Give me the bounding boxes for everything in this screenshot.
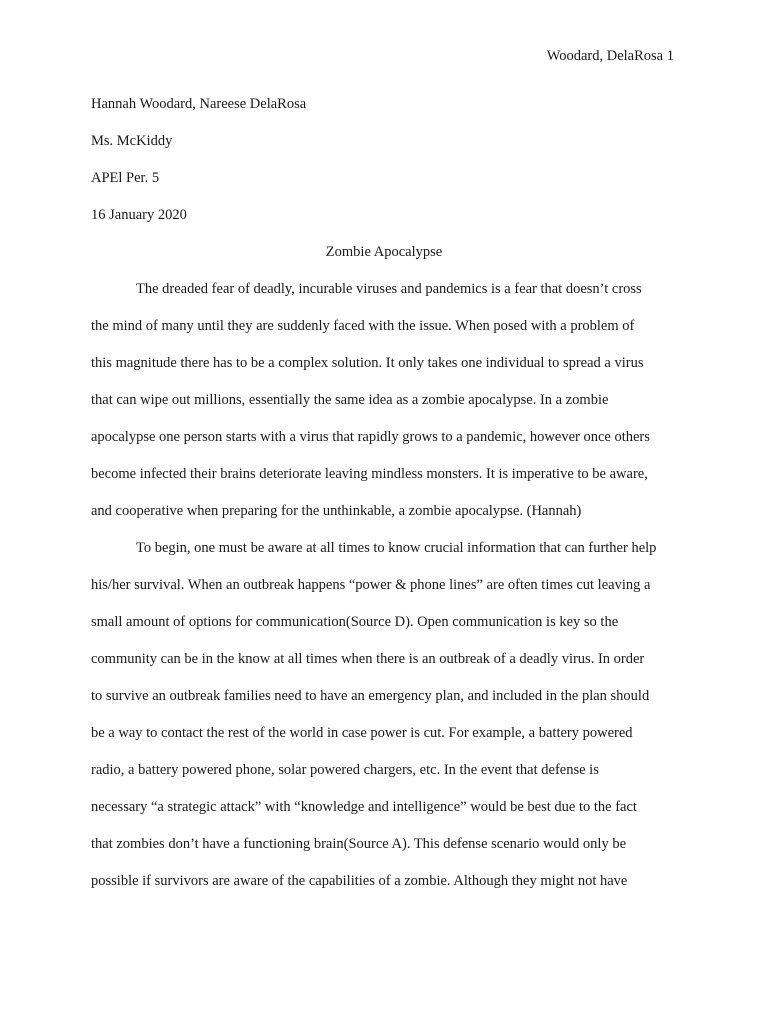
running-head: Woodard, DelaRosa 1 [546,48,674,64]
instructor-name: Ms. McKiddy [91,133,173,149]
paragraph-line: be a way to contact the rest of the world in case power is cut. For example, a battery powered [91,725,633,741]
paragraph-line: community can be in the know at all times when there is an outbreak of a deadly virus. In order [91,651,645,667]
paragraph-line: possible if survivors are aware of the capabilities of a zombie. Although they might not have [91,873,628,889]
course-name: APEl Per. 5 [91,170,160,186]
paper-title: Zombie Apocalypse [325,244,443,260]
paragraph-line: and cooperative when preparing for the unthinkable, a zombie apocalypse. (Hannah) [91,503,582,519]
paragraph-line: the mind of many until they are suddenly faced with the issue. When posed with a problem of [91,318,635,334]
paragraph-line: his/her survival. When an outbreak happens “power & phone lines” are often times cut leaving a [91,577,651,593]
paragraph-line: that zombies don’t have a functioning brain(Source A). This defense scenario would only be [91,836,627,852]
paragraph-line: apocalypse one person starts with a virus that rapidly grows to a pandemic, however once others [91,429,650,445]
paper-date: 16 January 2020 [91,207,187,223]
paragraph-line: small amount of options for communication(Source D). Open communication is key so the [91,614,619,630]
author-names: Hannah Woodard, Nareese DelaRosa [91,96,307,112]
paragraph-line: that can wipe out millions, essentially the same idea as a zombie apocalypse. In a zombie [91,392,609,408]
paragraph-line: necessary “a strategic attack” with “knowledge and intelligence” would be best due to the fact [91,799,637,815]
paragraph-line: to survive an outbreak families need to have an emergency plan, and included in the plan should [91,688,650,704]
paragraph-line: this magnitude there has to be a complex solution. It only takes one individual to spread a virus [91,355,644,371]
paragraph-line: radio, a battery powered phone, solar powered chargers, etc. In the event that defense is [91,762,599,778]
paragraph-line: To begin, one must be aware at all times to know crucial information that can further help [136,540,657,556]
paragraph-line: become infected their brains deteriorate leaving mindless monsters. It is imperative to be aware, [91,466,648,482]
paragraph-line: The dreaded fear of deadly, incurable viruses and pandemics is a fear that doesn’t cross [136,281,642,297]
